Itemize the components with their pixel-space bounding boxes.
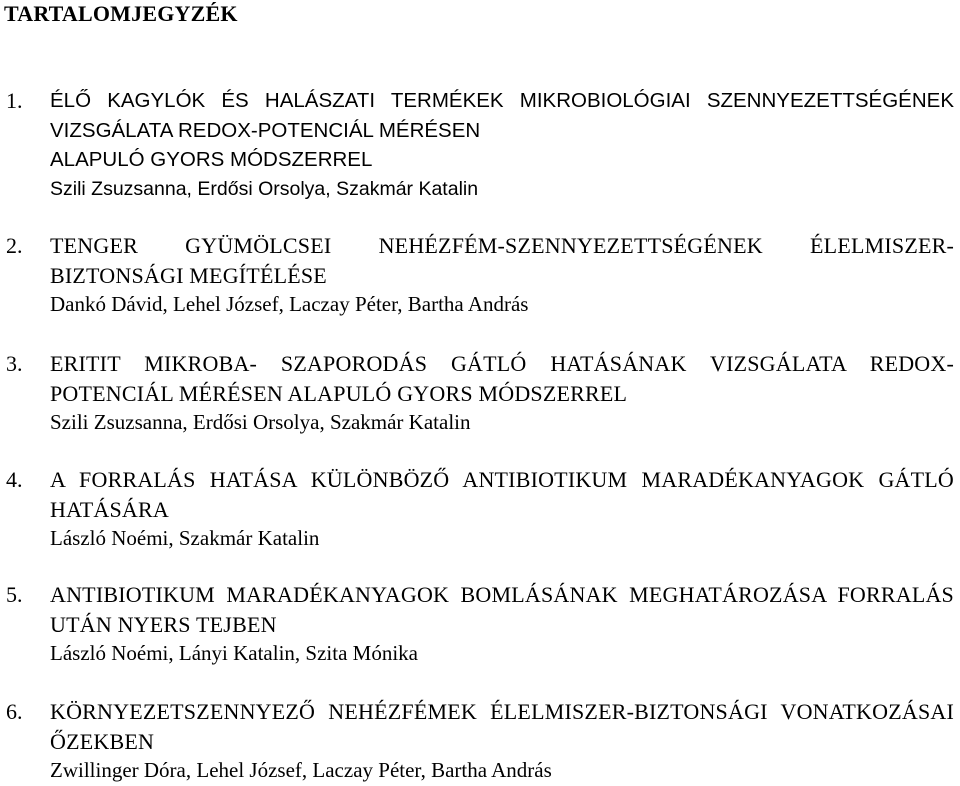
entry-authors: Dankó Dávid, Lehel József, Laczay Péter, Bartha András	[50, 292, 529, 316]
entry-authors: Zwillinger Dóra, Lehel József, Laczay Péter, Bartha András	[50, 758, 552, 782]
entry-number: 2.	[6, 233, 23, 258]
entry-authors: László Noémi, Lányi Katalin, Szita Mónika	[50, 641, 418, 665]
entry-body	[50, 580, 954, 669]
entry-number: 1.	[6, 88, 23, 113]
entry-authors: Szili Zsuzsanna, Erdősi Orsolya, Szakmár Katalin	[50, 410, 471, 434]
entry-title: ANTIBIOTIKUM MARADÉKANYAGOK BOMLÁSÁNAK MEGHATÁROZÁSA FORRALÁS UTÁN NYERS TEJBEN	[50, 582, 954, 637]
entry-authors: Szili Zsuzsanna, Erdősi Orsolya, Szakmár Katalin	[50, 177, 479, 200]
entry-number: 4.	[6, 467, 23, 492]
entry-number: 3.	[6, 351, 23, 376]
entry-title: ERITIT MIKROBA- SZAPORODÁS GÁTLÓ HATÁSÁNAK VIZSGÁLATA REDOX-POTENCIÁL MÉRÉSEN ALAPULÓ GYORS MÓDSZERREL	[50, 351, 954, 406]
entry-authors: László Noémi, Szakmár Katalin	[50, 526, 320, 550]
entry-title: TENGER GYÜMÖLCSEI NEHÉZFÉM-SZENNYEZETTSÉGÉNEK ÉLELMISZER-BIZTONSÁGI MEGÍTÉLÉSE	[50, 233, 954, 288]
entry-title: A FORRALÁS HATÁSA KÜLÖNBÖZŐ ANTIBIOTIKUM MARADÉKANYAGOK GÁTLÓ HATÁSÁRA	[50, 467, 954, 522]
entry-number: 6.	[6, 699, 23, 724]
entry-title: KÖRNYEZETSZENNYEZŐ NEHÉZFÉMEK ÉLELMISZER-BIZTONSÁGI VONATKOZÁSAI ŐZEKBEN	[50, 699, 954, 754]
entry-title-continued: ALAPULÓ GYORS MÓDSZERREL	[50, 148, 373, 171]
entry-number: 5.	[6, 582, 23, 607]
entry-body	[50, 231, 954, 320]
entry-body	[50, 349, 954, 438]
page-title: TARTALOMJEGYZÉK	[4, 1, 238, 26]
entry-body	[50, 465, 954, 554]
entry-title: ÉLŐ KAGYLÓK ÉS HALÁSZATI TERMÉKEK MIKROBIOLÓGIAI SZENNYEZETTSÉGÉNEK VIZSGÁLATA REDOX-POTENCIÁL MÉRÉSEN	[50, 89, 954, 142]
entry-body	[50, 86, 954, 204]
entry-body	[50, 697, 954, 786]
